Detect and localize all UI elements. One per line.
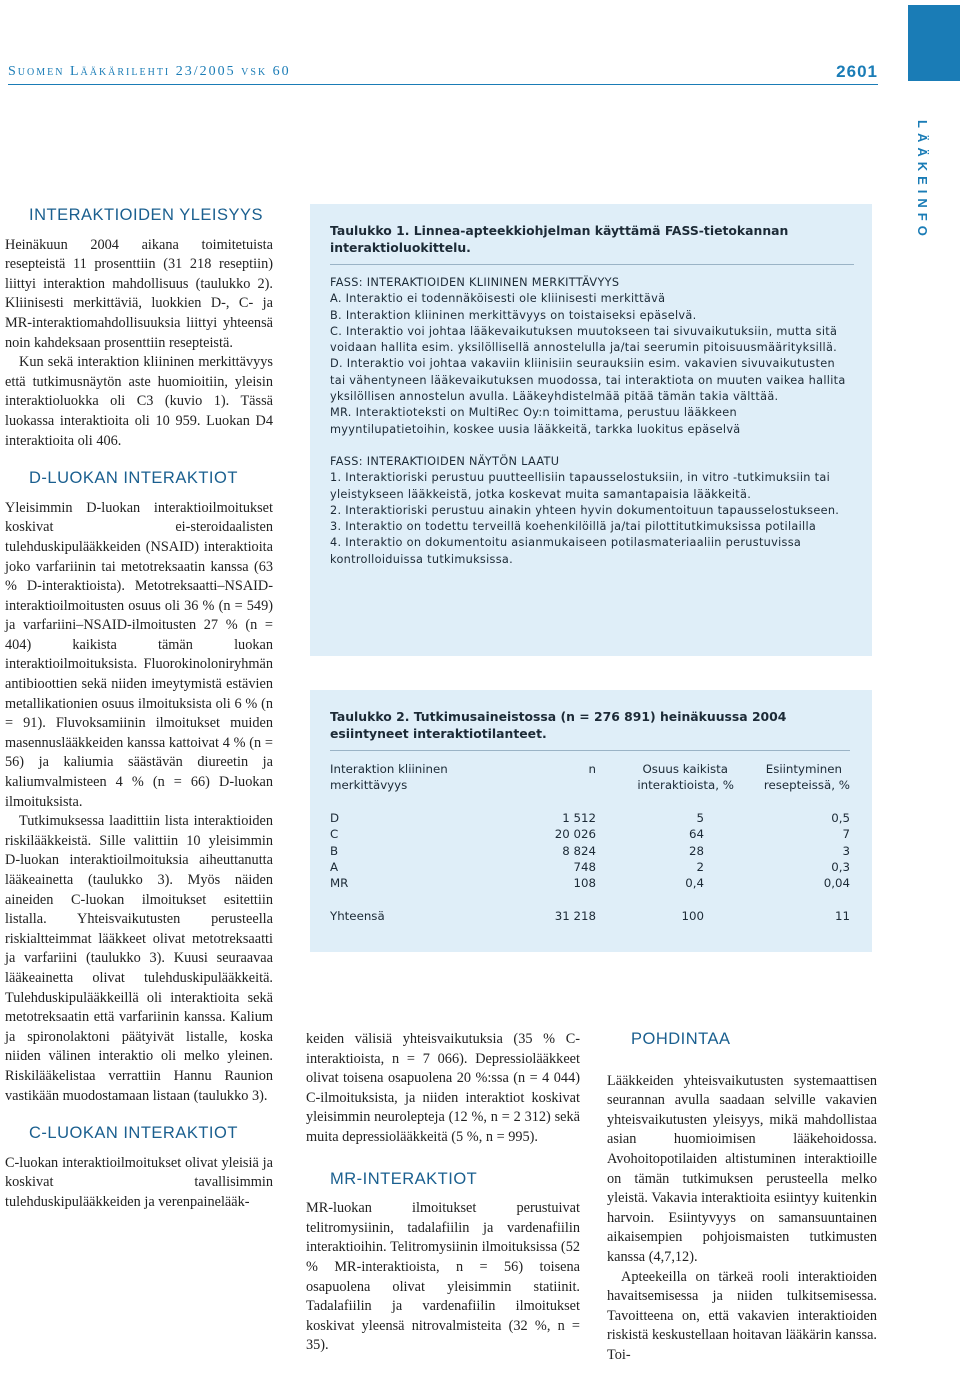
- total-n: 31 218: [554, 908, 596, 923]
- evidence-1: 1. Interaktioriski perustuu puutteellisiin tapausselostuksiin, in vitro -tutkimuksiin tai yleistykseen lääkkeistä, jotka koskevat muita samantapaisia lääkkeitä.: [330, 471, 831, 501]
- corner-tab: [908, 5, 960, 81]
- total-label: Yhteensä: [330, 908, 385, 923]
- class-b: B. Interaktion kliininen merkittävyys on toistaiseksi epäselvä.: [330, 308, 697, 322]
- paragraph: MR-luokan ilmoitukset perustuivat telitromysiinin, tadalafiilin ja vardenafiilin interaktioihin. Telitromysiinin ilmoituksissa (52 % MR-interaktioista, n = 56) toisena osapuolena olivat yleisimmin statiinit. Tadalafiilin ja vardenafiilin ilmoitukset koskivat yleensä nitrovalmisteita (32 %, n = 35).: [306, 1200, 580, 1354]
- row-n: 8 824: [562, 843, 596, 858]
- table1-panel: [310, 204, 872, 656]
- paragraph: C-luokan interaktioilmoitukset olivat yleisiä ja koskivat tavallisimmin tulehduskipulääkkeiden ja verenpainelääk-: [5, 1154, 273, 1210]
- journal-header: Suomen Lääkärilehti 23/2005 vsk 60: [8, 64, 291, 79]
- row-rx: 0,04: [823, 876, 850, 891]
- table2-caption: Taulukko 2. Tutkimusaineistossa (n = 276 891) heinäkuussa 2004 esiintyneet interaktiotilanteet.: [330, 709, 787, 741]
- heading-d-class: D-LUOKAN INTERAKTIOT: [29, 469, 238, 488]
- paragraph: Apteekeilla on tärkeä rooli interaktioiden havaitsemisessa ja niiden tulkitsemisessa. Tavoitteena on, että vakavien interaktioiden riskistä keskustellaan hoitavan lääkärin kanssa. Toi-: [607, 1268, 877, 1363]
- paragraph: Lääkkeiden yhteisvaikutusten systemaattisen seurannan avulla saadaan selville vakavien yhteisvaikutusten yleisyys, mikä mahdollistaa asian huomioimisen lääkehoidossa. Avohoitopotilaiden altistuminen interaktioille on tämän tutkimuksen perusteella melko yleistä. Vakavia interaktioita esiintyy kuitenkin harvoin. Esiintyvyys on samansuuntainen aikaisempien pohjoismaisten tutkimusten kanssa (4,7,12).: [607, 1072, 877, 1265]
- table-row: [330, 826, 850, 842]
- paragraph: Kun sekä interaktion kliininen merkittävyys että tutkimusnäytön aste huomioitiin, yleisin interaktioluokka oli C3 (kuvio 1). Tässä luokassa interaktioita oli 10 959. Luokan D4 interaktioita oli 406.: [5, 354, 273, 449]
- paragraph: Tutkimuksessa laadittiin lista interaktioiden riskilääkkeistä. Sille valittiin 10 yleisimmin D-luokan interaktioilmoituksia aiheuttanutta lääkeainetta (taulukko 3). Myös näiden aineiden C-luokan ilmoitukset esitettiin listalla. Yhteisvaikutusten perusteella riskialtteimmat lääkkeet olivat metotreksaatti ja varfariini (taulukko 3). Kuusi seuraavaa lääkeainetta olivat tulehduskipulääkkeitä. Tulehduskipulääkkeillä oli interaktioita sekä metotreksaatin että varfariinin kanssa. Kalium ja spironolaktoni päätyivät listalle, koska niiden välinen interaktio oli melko yleinen. Riskilääkelistaa verrattiin Hannu Raunion vastikään muodostamaan listaan (taulukko 3).: [5, 813, 273, 1104]
- row-share: 2: [696, 860, 704, 875]
- row-class: C: [330, 827, 339, 842]
- class-a: A. Interaktio ei todennäköisesti ole kliinisesti merkittävä: [330, 292, 666, 306]
- table1-significance-section: [330, 275, 854, 568]
- evidence-2: 2. Interaktioriski perustuu ainakin yhteen hyvin dokumentoituun tapausselostukseen.: [330, 503, 840, 517]
- paragraph: Yleisimmin D-luokan interaktioilmoitukset koskivat ei-steroidaalisten tulehduskipulääkkeiden (NSAID) interaktioita joko varfariinin tai metotreksaatin kanssa (63 % D-interaktioista). Metotreksaatti–NSAID-interaktioilmoitusten osuus oli 36 % (n = 549) ja varfariini–NSAID-ilmoitusten 27 % (n = 404) kaikista tämän luokan interaktioilmoituksista. Fluorokinoloniryhmän antibioottien sekä niiden imeytymistä estävien metallikationien osuus ilmoituksista oli 6 % (n = 91). Fluvoksamiinin ilmoitukset muiden masennuslääkkeiden kanssa kattoivat 4 % (n = 56) ja kaliumia säästävän diureetin ja kaliumvalmisteen 4 % (n = 66) D-luokan ilmoituksista.: [5, 499, 273, 810]
- class-c: C. Interaktio voi johtaa lääkevaikutuksen muutokseen tai sivuvaikutuksiin, mutta sitä voidaan hallita esim. yksilöllisellä annostelulla ja/tai seerumin pitoisuusmäärityksillä.: [330, 324, 838, 355]
- table-row: [330, 810, 850, 826]
- table-row: [330, 875, 850, 891]
- table-row: [330, 859, 850, 875]
- section-title: FASS: INTERAKTIOIDEN KLIININEN MERKITTÄVYYS: [330, 276, 620, 289]
- row-n: 108: [573, 876, 596, 891]
- row-class: A: [330, 860, 339, 875]
- evidence-4: 4. Interaktio on dokumentoitu asianmukaiseen potilasmateriaaliin perustuvissa kontrolloiduissa tutkimuksissa.: [330, 536, 802, 566]
- total-share: 100: [681, 908, 704, 923]
- page-number: 2601: [836, 62, 878, 81]
- row-n: 20 026: [554, 827, 596, 842]
- row-class: MR: [330, 876, 349, 891]
- evidence-3: 3. Interaktio on todettu terveillä koehenkilöillä ja/tai pilottitutkimuksissa potilailla: [330, 520, 817, 534]
- section-label: LÄÄKEINFO: [915, 120, 930, 241]
- class-d: D. Interaktio voi johtaa vakaviin kliinisiin seurauksiin esim. vakavien sivuvaikutusten tai vähentyneen lääkevaikutuksen muodossa, tai interaktiota on muuten vaikea hallita yksilöllisen annostelun avulla. Lääkeyhdistelmää pitää tämän takia välttää.: [330, 357, 846, 404]
- table1-caption: Taulukko 1. Linnea-apteekkiohjelman käyttämä FASS-tietokannan interaktioluokittelu.: [330, 223, 789, 255]
- heading-discussion: POHDINTAA: [631, 1030, 731, 1048]
- total-rx: 11: [834, 908, 850, 923]
- header-cell: Osuus kaikista interaktioista, %: [637, 762, 734, 793]
- header-cell: Interaktion kliininen merkittävyys: [330, 762, 448, 793]
- row-class: D: [330, 810, 340, 825]
- left-column: [5, 206, 273, 1213]
- row-share: 64: [688, 827, 704, 842]
- table2: [330, 761, 850, 924]
- row-rx: 0,3: [831, 860, 850, 875]
- paragraph: keiden välisiä yhteisvaikutuksia (35 % C-interaktioista, n = 7 066). Depressiolääkkeet olivat toisena osapuolena 20 %:ssa (n = 4 044) C-ilmoituksista, ja niiden interaktiot koskivat yleisimmin neurolepteja (12 %, n = 2 312) sekä muita depressiolääkkeitä (5 %, n = 995).: [306, 1031, 580, 1145]
- table2-panel: [310, 690, 872, 952]
- row-share: 28: [688, 843, 704, 858]
- paragraph: Heinäkuun 2004 aikana toimitetuista resepteistä 11 prosenttiin (31 218 reseptiin) liittyi interaktion mahdollisuus (taulukko 2). Kliinisesti merkittäviä, luokkien D-, C- ja MR-interaktiomahdollisuuksia liittyi yhteensä noin kahdeksaan prosenttiin resepteistä.: [5, 236, 273, 351]
- header-cell: n: [588, 762, 596, 776]
- heading-mr-class: MR-INTERAKTIOT: [330, 1169, 478, 1188]
- header-rule: [8, 84, 878, 85]
- row-class: B: [330, 843, 339, 858]
- section-title: FASS: INTERAKTIOIDEN NÄYTÖN LAATU: [330, 454, 560, 468]
- row-rx: 0,5: [831, 810, 850, 825]
- class-mr: MR. Interaktioteksti on MultiRec Oy:n toimittama, perustuu lääkkeen myyntilupatietoihin, koskee uusia lääkkeitä, tarkka luokitus epäselvä: [330, 406, 741, 436]
- right-column: [607, 1030, 877, 1366]
- row-n: 748: [573, 860, 596, 875]
- heading-interaction-frequency: INTERAKTIOIDEN YLEISYYS: [29, 206, 264, 224]
- table-total-row: [330, 908, 850, 924]
- row-share: 0,4: [685, 876, 704, 891]
- header-cell: Esiintyminen resepteissä, %: [763, 762, 850, 793]
- table-row: [330, 843, 850, 859]
- row-rx: 3: [842, 843, 850, 858]
- row-rx: 7: [842, 827, 850, 842]
- table-header-row: [330, 761, 850, 794]
- heading-c-class: C-LUOKAN INTERAKTIOT: [29, 1124, 238, 1143]
- row-share: 5: [696, 810, 704, 825]
- table2-rule: [330, 750, 850, 751]
- row-n: 1 512: [562, 810, 596, 825]
- table1-rule: [330, 264, 854, 265]
- middle-column: [306, 1030, 580, 1356]
